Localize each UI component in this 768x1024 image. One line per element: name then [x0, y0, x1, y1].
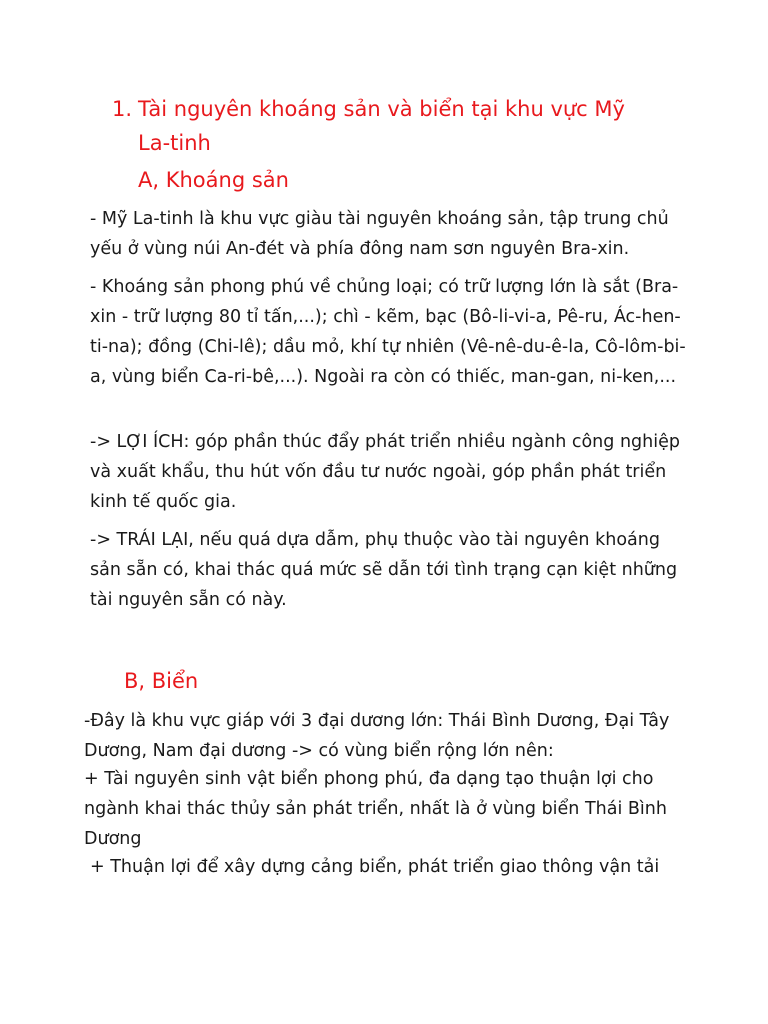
section-a-title: A, Khoáng sản — [138, 168, 289, 192]
section-b-paragraph-3: + Thuận lợi để xây dựng cảng biển, phát triển giao thông vận tải — [90, 857, 660, 877]
heading-number: 1. — [112, 97, 133, 121]
section-b-paragraph-1: -Đây là khu vực giáp với 3 đại dương lớn: Thái Bình Dương, Đại Tây Dương, Nam đại dương -> có vùng biển rộng lớn nên: — [84, 711, 670, 761]
section-b-title: B, Biển — [124, 669, 199, 693]
heading-text: Tài nguyên khoáng sản và biển tại khu vực Mỹ La-tinh — [138, 97, 625, 155]
section-a-paragraph-2: - Khoáng sản phong phú về chủng loại; có trữ lượng lớn là sắt (Bra-xin - trữ lượng 80 tỉ tấn,...); chì - kẽm, bạc (Bô-li-vi-a, Pê-ru, Ác-hen-ti-na); đồng (Chi-lê); dầu mỏ, khí tự nhiên (Vê-nê-du-ê-la, Cô-lôm-bi-a, vùng biển Ca-ri-bê,...). Ngoài ra còn có thiếc, man-gan, ni-ken,... — [90, 277, 686, 387]
section-a-paragraph-1: - Mỹ La-tinh là khu vực giàu tài nguyên khoáng sản, tập trung chủ yếu ở vùng núi An-đét và phía đông nam sơn nguyên Bra-xin. — [90, 209, 669, 259]
section-a-paragraph-4: -> TRÁI LẠI, nếu quá dựa dẫm, phụ thuộc vào tài nguyên khoáng sản sẵn có, khai thác quá mức sẽ dẫn tới tình trạng cạn kiệt những tài nguyên sẵn có này. — [90, 530, 678, 610]
main-heading — [112, 92, 652, 160]
section-b-paragraph-2: + Tài nguyên sinh vật biển phong phú, đa dạng tạo thuận lợi cho ngành khai thác thủy sản phát triển, nhất là ở vùng biển Thái Bình Dương — [84, 769, 667, 849]
section-a-paragraph-3: -> LỢI ÍCH: góp phần thúc đẩy phát triển nhiều ngành công nghiệp và xuất khẩu, thu hút vốn đầu tư nước ngoài, góp phần phát triển kinh tế quốc gia. — [90, 432, 680, 512]
